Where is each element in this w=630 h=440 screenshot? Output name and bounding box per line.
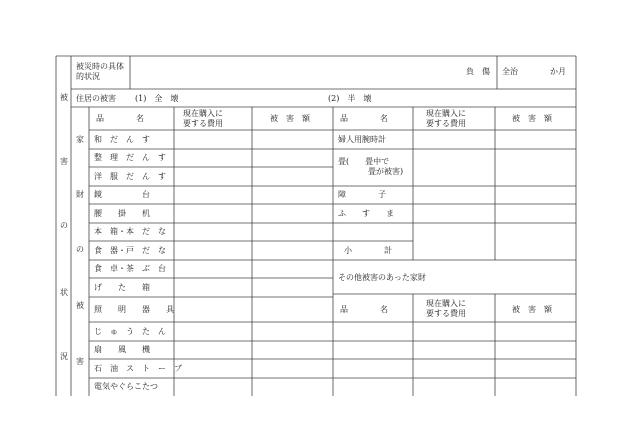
injury-label: 負 傷 (466, 67, 490, 76)
right-item-fusuma: ふ す ま (338, 209, 394, 218)
left-item-row: 洋 服 だ ん す (94, 172, 166, 181)
left-item-row: げ た 箱 (94, 283, 150, 292)
furniture-label-3: の (76, 245, 84, 254)
recovery-months-field[interactable] (520, 62, 548, 80)
other-damage-header: 被 害 額 (512, 305, 552, 314)
left-item-row: 食 器・戸 だ な (94, 246, 166, 255)
side-label-3: の (60, 221, 68, 230)
other-cost-header (426, 299, 466, 319)
other-cost-header-line1: 現在購入に (426, 299, 466, 308)
furniture-label-2: 財 (76, 190, 84, 199)
left-item-row: じ ゅ う た ん (94, 327, 166, 336)
months-label: か月 (550, 67, 566, 76)
left-cost-header-line1: 現在購入に (183, 109, 223, 118)
dwelling-label: 住居の被害 (76, 94, 116, 103)
dwelling-option-half[interactable]: (2) 半 壊 (328, 94, 372, 103)
side-label-1: 被 (60, 93, 68, 102)
situation-entry-field[interactable] (132, 58, 452, 87)
other-item-header: 品 名 (340, 305, 388, 314)
left-item-row: 腰 掛 机 (94, 209, 150, 218)
right-item-subtotal: 小 計 (344, 246, 392, 255)
situation-label (76, 62, 124, 82)
right-cost-header (426, 109, 466, 129)
left-item-row: 本 箱・本 だ な (94, 227, 166, 236)
left-damage-header: 被 害 額 (270, 114, 310, 123)
left-item-row: 鏡 台 (94, 190, 150, 199)
furniture-label-1: 家 (76, 135, 84, 144)
other-items-label: その他被害のあった家財 (338, 273, 426, 282)
left-cost-header-line2: 要する費用 (183, 119, 223, 128)
left-item-header: 品 名 (96, 114, 144, 123)
right-item-header: 品 名 (340, 114, 388, 123)
left-item-row: 照 明 器 具 (94, 305, 174, 314)
right-item-tatami-line2: 畳が被害) (368, 167, 404, 176)
situation-label-line2: 的状況 (76, 72, 100, 81)
left-item-row: 整 理 だ ん す (94, 153, 166, 162)
left-item-row: 食 卓・茶 ぶ 台 (94, 264, 166, 273)
right-cost-header-line1: 現在購入に (426, 109, 466, 118)
situation-label-line1: 被災時の具体 (76, 62, 124, 71)
right-damage-header: 被 害 額 (512, 114, 552, 123)
right-item-watch: 婦人用腕時計 (338, 135, 386, 144)
left-item-row: 扇 風 機 (94, 345, 150, 354)
left-item-row: 和 だ ん す (94, 135, 150, 144)
side-label-4: 状 (60, 288, 68, 297)
right-item-shoji: 障 子 (338, 190, 386, 199)
other-cost-header-line2: 要する費用 (426, 309, 466, 318)
right-item-tatami (338, 157, 403, 177)
right-item-tatami-line1: 畳( 畳中で (338, 157, 390, 166)
right-cost-header-line2: 要する費用 (426, 119, 466, 128)
left-item-row: 石 油 ス ト ー ブ (94, 364, 182, 373)
side-label-2: 害 (60, 157, 68, 166)
recovery-label: 全治 (502, 67, 518, 76)
dwelling-option-full[interactable]: (1) 全 壊 (135, 94, 179, 103)
side-label-5: 況 (60, 352, 68, 361)
left-cost-header (183, 109, 223, 129)
left-item-row: 電気やぐらこたつ (94, 382, 158, 391)
furniture-label-4: 被 (76, 301, 84, 310)
furniture-label-5: 害 (76, 357, 84, 366)
